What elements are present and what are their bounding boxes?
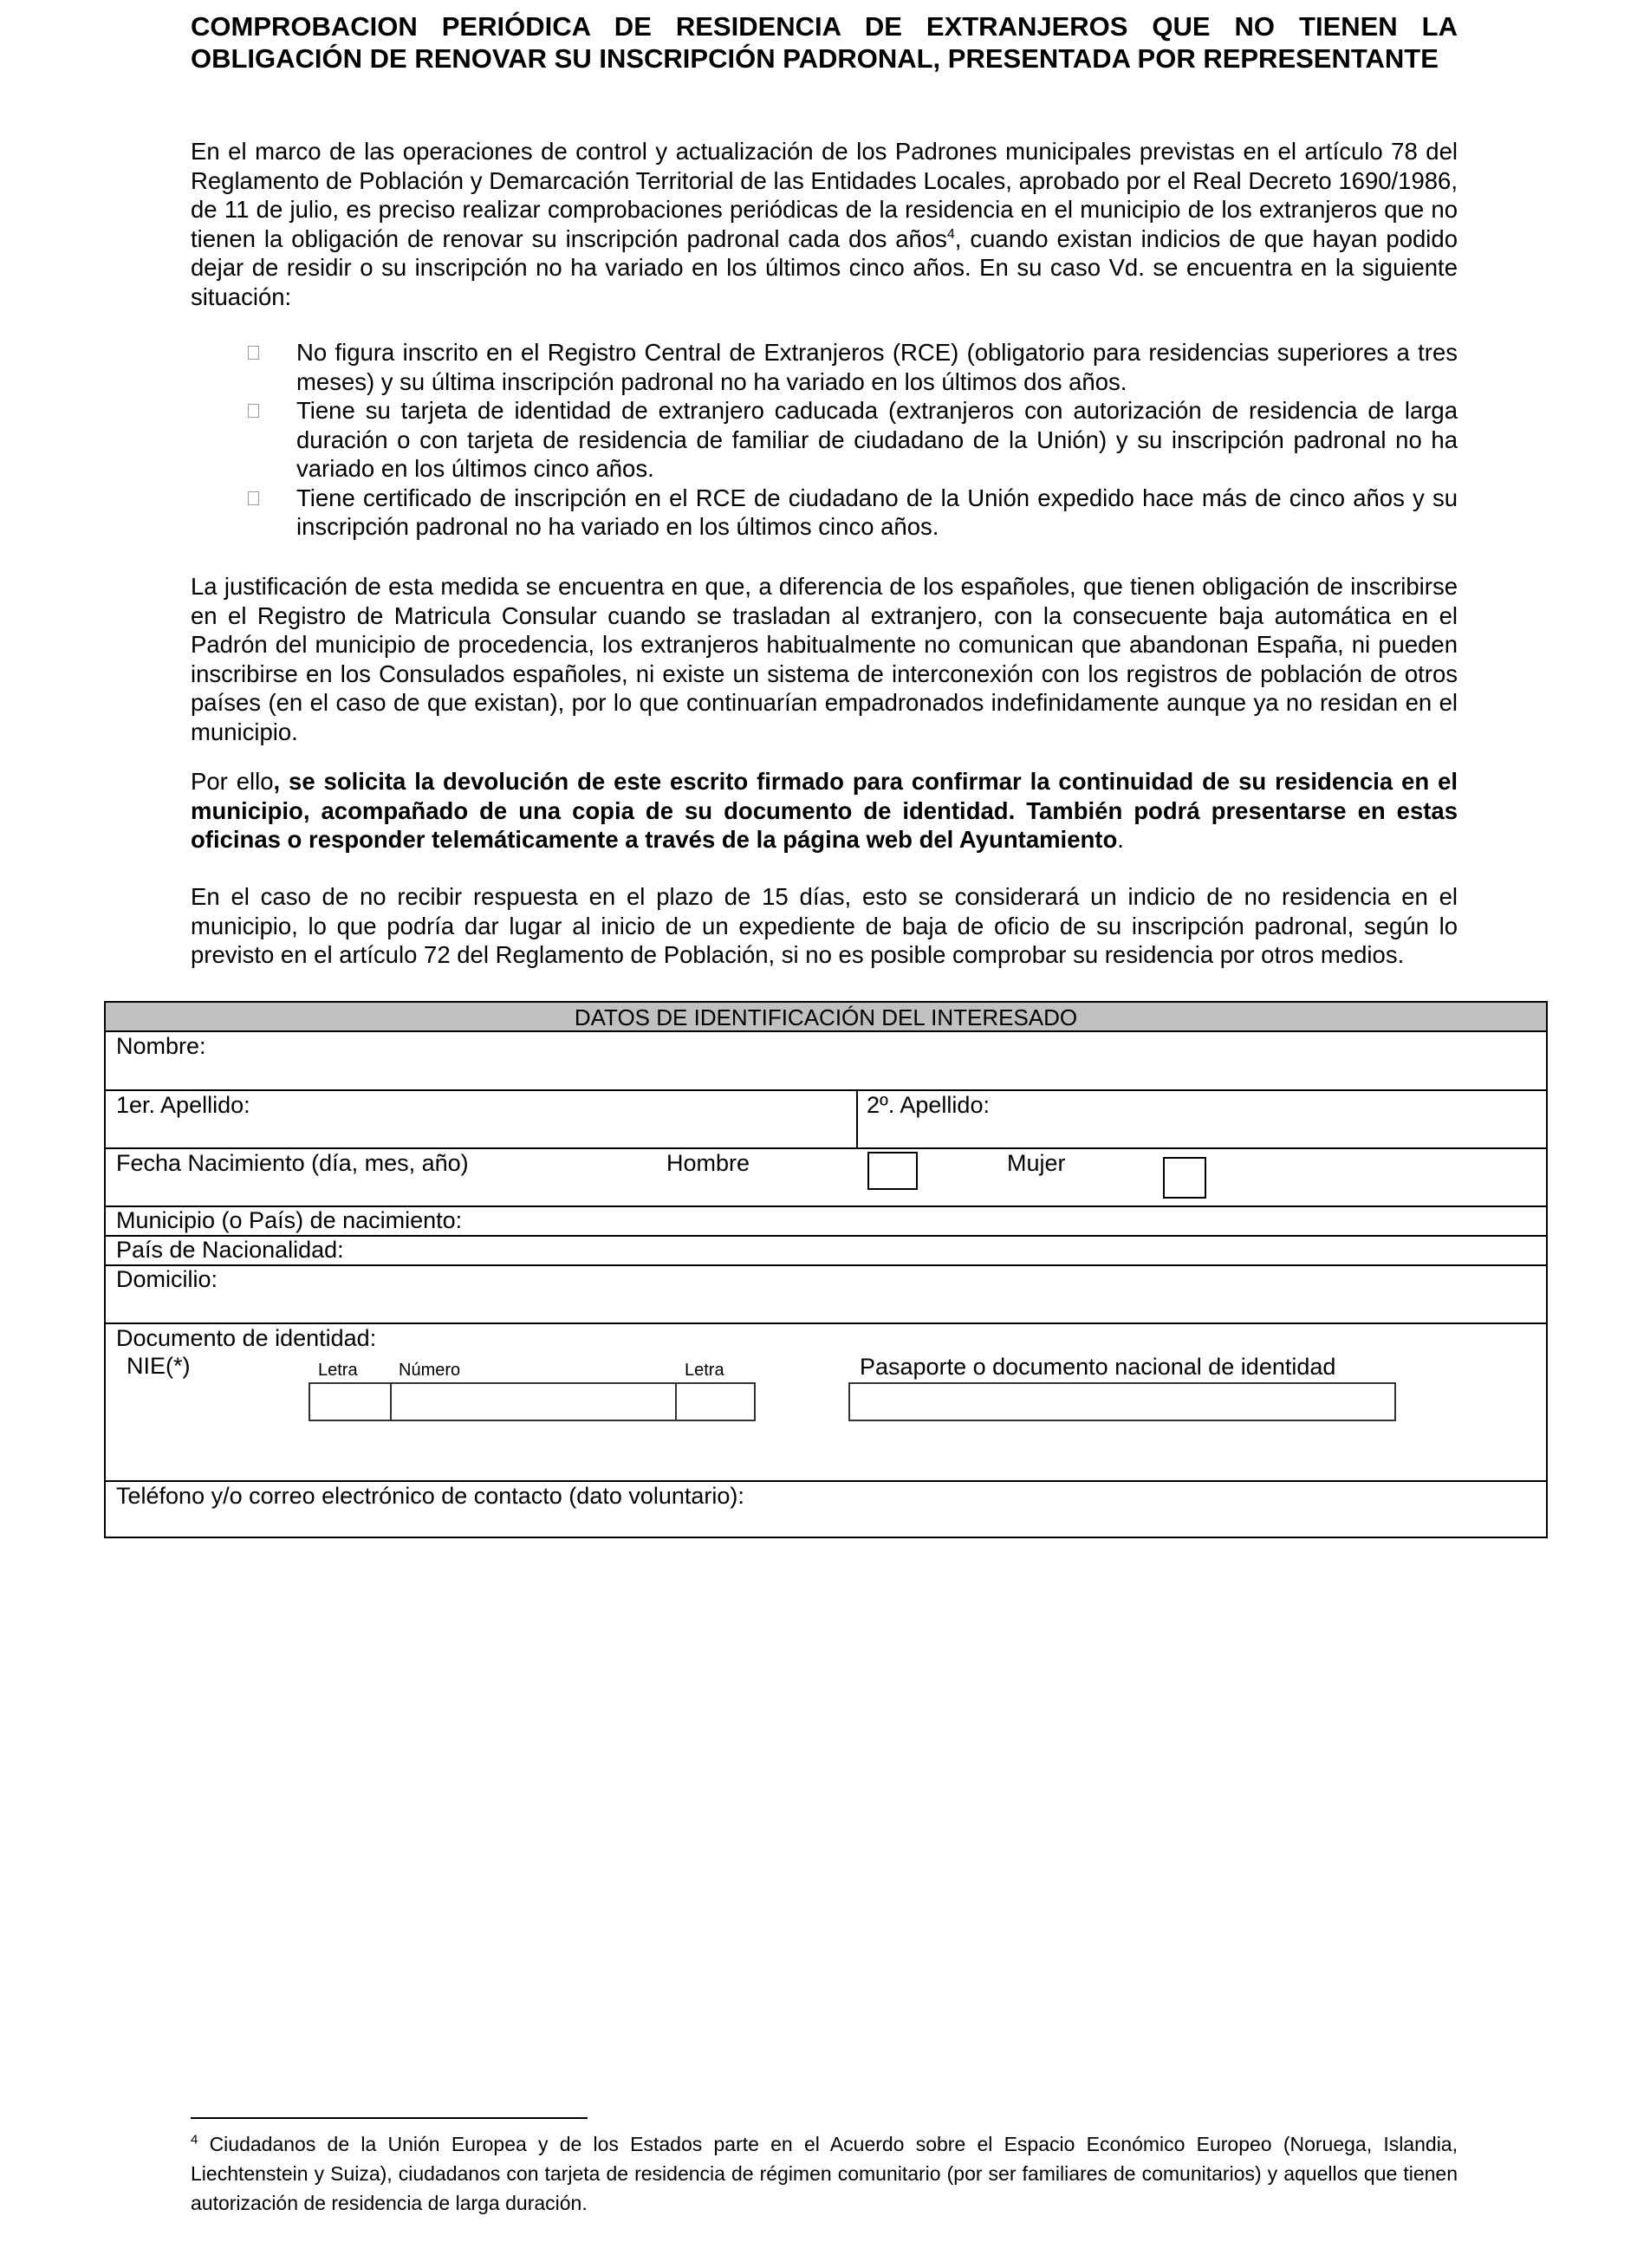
apellido2-label: 2º. Apellido: <box>867 1092 990 1118</box>
row-divider <box>106 1264 1546 1266</box>
footnote-text: Ciudadanos de la Unión Europea y de los Estados parte en el Acuerdo sobre el Espacio Económico Europeo (Noruega, Islandia, Liechtenstein y Suiza), ciudadanos con tarjeta de residencia de régimen comunitario (por ser familiares de comunitarios) y aquellos que tienen autorización de residencia de larga duración. <box>191 2133 1458 2214</box>
municipio-label: Municipio (o País) de nacimiento: <box>116 1207 463 1233</box>
option-checkbox[interactable] <box>248 404 259 418</box>
numero-label: Número <box>399 1361 461 1380</box>
footnote-reference: 4 <box>946 226 955 242</box>
justification-paragraph: La justificación de esta medida se encuentra en que, a diferencia de los españoles, que tienen obligación de inscribirse en el Registro de Matricula Consular cuando se trasladan al extranjero, con la consecuente baja automática en el Padrón del municipio de procedencia, los extranjeros habitualmente no comunican que abandonan España, ni pueden inscribirse en los Consulados españoles, ni existe un sistema de interconexión con los registros de población de otros países (en el caso de que existan), por lo que continuarían empadronados indefinidamente aunque ya no residan en el municipio. <box>191 573 1458 745</box>
apellido1-label: 1er. Apellido: <box>116 1092 250 1118</box>
domicilio-label: Domicilio: <box>116 1266 218 1292</box>
situation-options <box>243 338 1458 542</box>
hombre-checkbox[interactable] <box>867 1152 918 1190</box>
identification-form <box>104 1001 1548 1538</box>
option-item <box>243 484 1458 542</box>
intro-text-b: , cuando existan indicios de que hayan podido dejar de residir o su inscripción no ha variado en los últimos cinco años. En su caso Vd. se encuentra en la siguiente situación: <box>191 224 1458 310</box>
request-suffix: . <box>1117 826 1124 853</box>
request-prefix: Por ello <box>191 768 274 795</box>
option-item <box>243 338 1458 396</box>
option-text: No figura inscrito en el Registro Central de Extranjeros (RCE) (obligatorio para residencias superiores a tres meses) y su última inscripción padronal no ha variado en los últimos dos años. <box>296 339 1458 395</box>
warning-paragraph: En el caso de no recibir respuesta en el plazo de 15 días, esto se considerará un indicio de no residencia en el municipio, lo que podría dar lugar al inicio de un expediente de baja de oficio de su inscripción padronal, según lo previsto en el artículo 72 del Reglamento de Población, si no es posible comprobar su residencia por otros medios. <box>191 883 1458 968</box>
option-checkbox[interactable] <box>248 346 259 360</box>
intro-text-a: En el marco de las operaciones de control y actualización de los Padrones municipales previstas en el artículo 78 del Reglamento de Población y Demarcación Territorial de las Entidades Locales, aprobado por el Real Decreto 1690/1986, de 11 de julio, es preciso realizar comprobaciones periódicas de la residencia en el municipio de los extranjeros que no tienen la obligación de renovar su inscripción padronal cada dos años <box>191 138 1458 252</box>
pais-nacionalidad-label: País de Nacionalidad: <box>116 1237 344 1263</box>
form-header: DATOS DE IDENTIFICACIÓN DEL INTERESADO <box>106 1003 1546 1032</box>
option-checkbox[interactable] <box>248 491 259 505</box>
nombre-label: Nombre: <box>116 1033 206 1059</box>
footnote-number: 4 <box>191 2132 198 2148</box>
column-divider <box>856 1089 858 1147</box>
nie-field[interactable] <box>309 1382 756 1421</box>
footnote-separator <box>191 2117 588 2119</box>
intro-paragraph <box>191 137 1458 311</box>
option-text: Tiene certificado de inscripción en el RCE de ciudadano de la Unión expedido hace más de cinco años y su inscripción padronal no ha variado en los últimos cinco años. <box>296 484 1458 540</box>
letra-label: Letra <box>685 1361 724 1380</box>
document-title: COMPROBACION PERIÓDICA DE RESIDENCIA DE EXTRANJEROS QUE NO TIENEN LA OBLIGACIÓN DE RENOVAR SU INSCRIPCIÓN PADRONAL, PRESENTADA POR REPRESENTANTE <box>191 11 1458 74</box>
row-divider <box>106 1089 1546 1091</box>
nie-label: NIE(*) <box>127 1353 191 1379</box>
request-paragraph <box>191 767 1458 855</box>
documento-label: Documento de identidad: <box>116 1325 377 1351</box>
field-divider <box>390 1384 392 1420</box>
footnote <box>191 2129 1458 2218</box>
field-divider <box>675 1384 677 1420</box>
option-text: Tiene su tarjeta de identidad de extranjero caducada (extranjeros con autorización de residencia de larga duración o con tarjeta de residencia de familiar de ciudadano de la Unión) y su inscripción padronal no ha variado en los últimos cinco años. <box>296 397 1458 482</box>
hombre-label: Hombre <box>666 1150 750 1176</box>
pasaporte-field[interactable] <box>848 1382 1396 1421</box>
pasaporte-label: Pasaporte o documento nacional de identidad <box>860 1354 1336 1380</box>
mujer-checkbox[interactable] <box>1163 1157 1206 1199</box>
fecha-nacimiento-label: Fecha Nacimiento (día, mes, año) <box>116 1150 469 1176</box>
request-bold-text: , se solicita la devolución de este escrito firmado para confirmar la continuidad de su residencia en el municipio, acompañado de una copia de su documento de identidad. También podrá presentarse en estas oficinas o responder telemáticamente a través de la página web del Ayuntamiento <box>191 768 1458 853</box>
option-item <box>243 396 1458 484</box>
telefono-label: Teléfono y/o correo electrónico de contacto (dato voluntario): <box>116 1483 744 1509</box>
letra-label: Letra <box>318 1361 358 1380</box>
mujer-label: Mujer <box>1007 1150 1066 1176</box>
